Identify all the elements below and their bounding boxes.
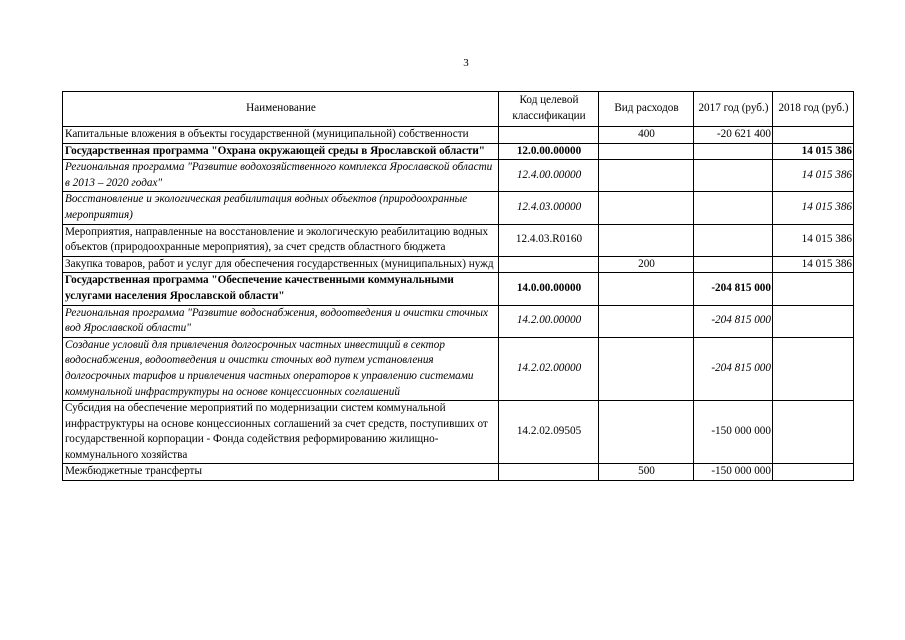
row-vid bbox=[599, 143, 694, 160]
row-name: Восстановление и экологическая реабилитация водных объектов (природоохранные мероприятия) bbox=[63, 192, 499, 224]
row-name: Региональная программа "Развитие водохозяйственного комплекса Ярославской области в 2013 – 2020 годах" bbox=[63, 160, 499, 192]
table-row bbox=[63, 273, 854, 305]
row-2018: 14 015 386 bbox=[773, 160, 854, 192]
row-2017 bbox=[694, 224, 773, 256]
header-code: Код целевой классификации bbox=[499, 92, 599, 127]
table-header-row bbox=[63, 92, 854, 127]
row-vid: 400 bbox=[599, 127, 694, 144]
row-2018: 14 015 386 bbox=[773, 192, 854, 224]
row-2018 bbox=[773, 401, 854, 464]
row-2017: -204 815 000 bbox=[694, 305, 773, 337]
row-vid bbox=[599, 273, 694, 305]
table-row bbox=[63, 337, 854, 400]
table-row bbox=[63, 160, 854, 192]
row-2017: -150 000 000 bbox=[694, 464, 773, 481]
header-2018: 2018 год (руб.) bbox=[773, 92, 854, 127]
row-2018 bbox=[773, 305, 854, 337]
row-vid: 500 bbox=[599, 464, 694, 481]
row-code: 12.0.00.00000 bbox=[499, 143, 599, 160]
row-name: Мероприятия, направленные на восстановление и экологическую реабилитацию водных объектов (природоохранные мероприятия), за счет средств областного бюджета bbox=[63, 224, 499, 256]
row-2017 bbox=[694, 143, 773, 160]
budget-table bbox=[62, 91, 854, 481]
row-name: Региональная программа "Развитие водоснабжения, водоотведения и очистки сточных вод Ярославской области" bbox=[63, 305, 499, 337]
table-row bbox=[63, 224, 854, 256]
row-vid: 200 bbox=[599, 256, 694, 273]
row-name: Государственная программа "Охрана окружающей среды в Ярославской области" bbox=[63, 143, 499, 160]
row-2018: 14 015 386 bbox=[773, 256, 854, 273]
row-2017: -204 815 000 bbox=[694, 337, 773, 400]
row-vid bbox=[599, 401, 694, 464]
row-code bbox=[499, 127, 599, 144]
row-2017: -204 815 000 bbox=[694, 273, 773, 305]
row-2018 bbox=[773, 464, 854, 481]
row-2018 bbox=[773, 127, 854, 144]
header-vid: Вид расходов bbox=[599, 92, 694, 127]
row-code: 12.4.03.00000 bbox=[499, 192, 599, 224]
row-2018 bbox=[773, 273, 854, 305]
table-row bbox=[63, 143, 854, 160]
table-row bbox=[63, 256, 854, 273]
row-vid bbox=[599, 224, 694, 256]
row-code: 14.0.00.00000 bbox=[499, 273, 599, 305]
row-2017 bbox=[694, 192, 773, 224]
row-name: Капитальные вложения в объекты государственной (муниципальной) собственности bbox=[63, 127, 499, 144]
row-2018: 14 015 386 bbox=[773, 224, 854, 256]
row-code bbox=[499, 464, 599, 481]
row-code bbox=[499, 256, 599, 273]
row-2018: 14 015 386 bbox=[773, 143, 854, 160]
row-2017: -20 621 400 bbox=[694, 127, 773, 144]
row-vid bbox=[599, 192, 694, 224]
table-row bbox=[63, 127, 854, 144]
row-name: Государственная программа "Обеспечение качественными коммунальными услугами населения Ярославской области" bbox=[63, 273, 499, 305]
row-2017 bbox=[694, 160, 773, 192]
table-row bbox=[63, 305, 854, 337]
header-name: Наименование bbox=[63, 92, 499, 127]
row-vid bbox=[599, 160, 694, 192]
row-vid bbox=[599, 305, 694, 337]
row-name: Межбюджетные трансферты bbox=[63, 464, 499, 481]
row-code: 12.4.03.R0160 bbox=[499, 224, 599, 256]
row-code: 14.2.02.09505 bbox=[499, 401, 599, 464]
header-2017: 2017 год (руб.) bbox=[694, 92, 773, 127]
row-code: 14.2.02.00000 bbox=[499, 337, 599, 400]
row-2018 bbox=[773, 337, 854, 400]
table-row bbox=[63, 192, 854, 224]
row-vid bbox=[599, 337, 694, 400]
row-name: Создание условий для привлечения долгосрочных частных инвестиций в сектор водоснабжения, водоотведения и очистки сточных вод путем установления долгосрочных тарифов и привлечения частных операторов к управлению системами коммунальной инфраструктуры на основе концессионных соглашений bbox=[63, 337, 499, 400]
row-code: 12.4.00.00000 bbox=[499, 160, 599, 192]
row-name: Закупка товаров, работ и услуг для обеспечения государственных (муниципальных) нужд bbox=[63, 256, 499, 273]
table-row bbox=[63, 401, 854, 464]
row-code: 14.2.00.00000 bbox=[499, 305, 599, 337]
page-number: 3 bbox=[463, 57, 469, 69]
row-name: Субсидия на обеспечение мероприятий по модернизации систем коммунальной инфраструктуры на основе концессионных соглашений за счет средств, поступивших от государственной корпорации - Фонда содействия реформированию жилищно-коммунального хозяйства bbox=[63, 401, 499, 464]
row-2017: -150 000 000 bbox=[694, 401, 773, 464]
table-row bbox=[63, 464, 854, 481]
row-2017 bbox=[694, 256, 773, 273]
